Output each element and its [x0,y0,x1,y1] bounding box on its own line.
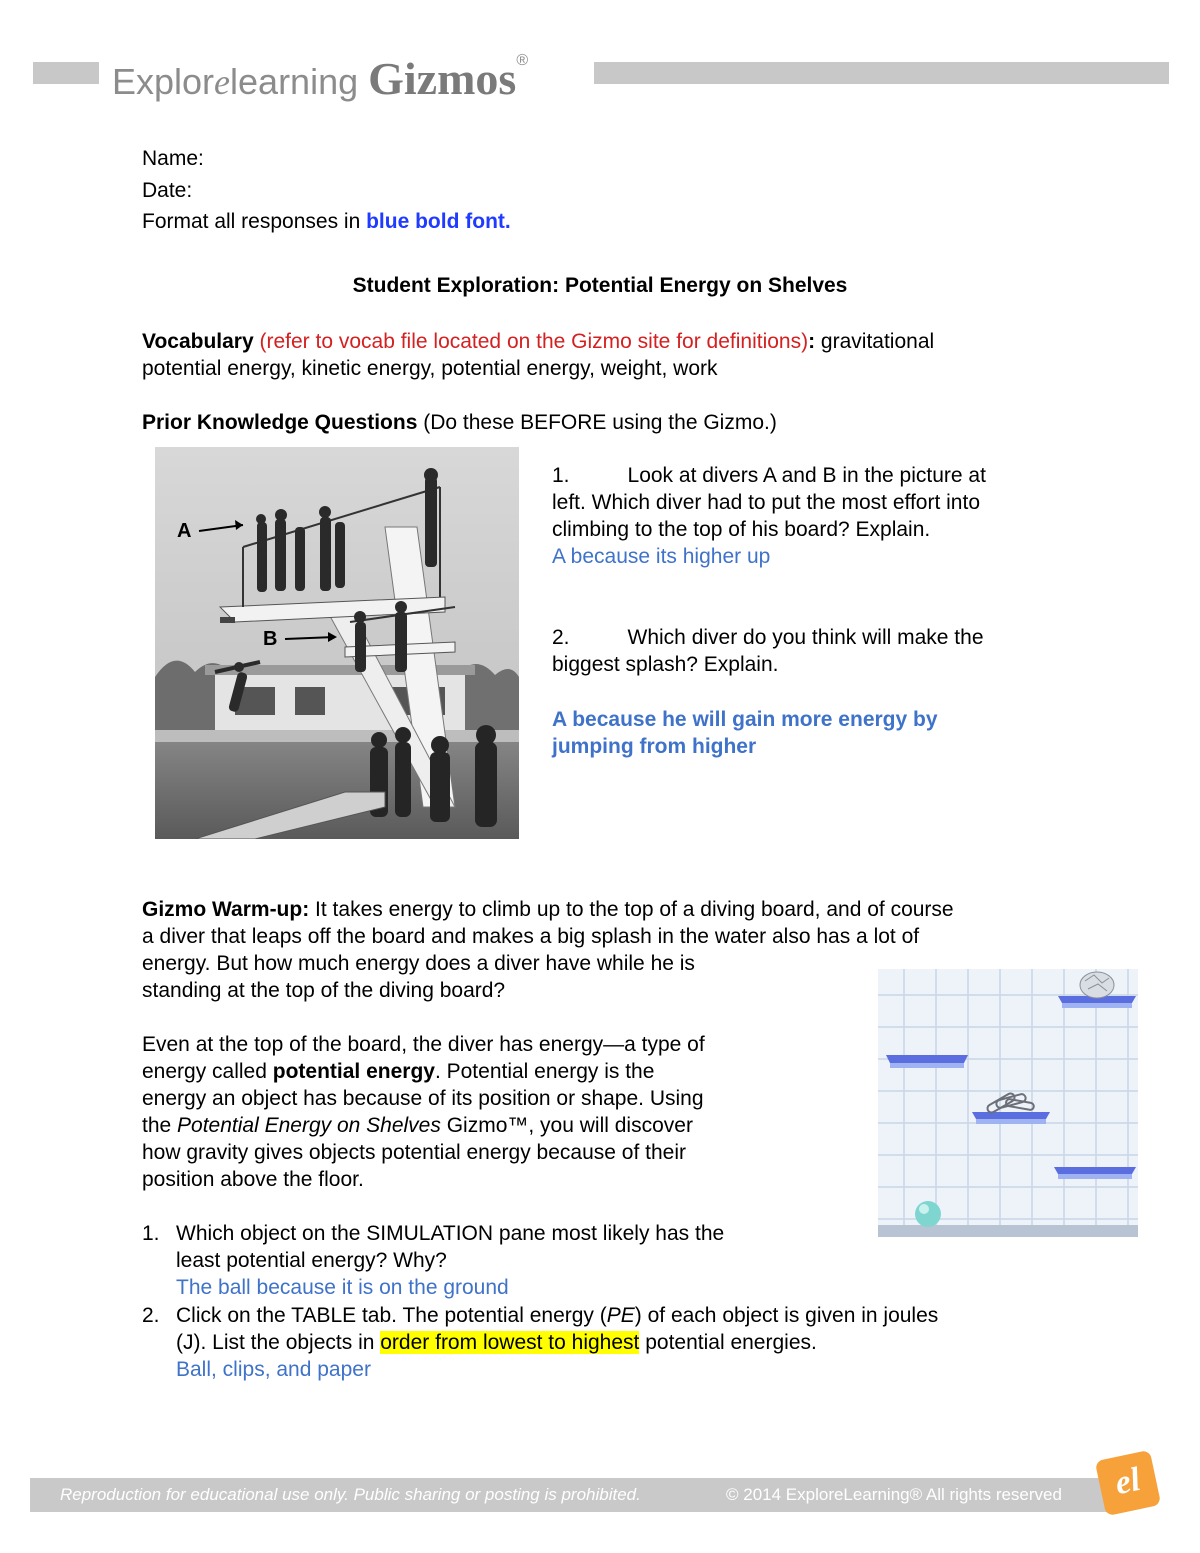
vocabulary-section: Vocabulary (refer to vocab file located on the Gizmo site for definitions): gravitational potential energy, kinetic energy, potential energy, weight, work [142,330,935,380]
diving-board-photo [155,447,519,839]
list-item-1-number: 1. [142,1222,160,1245]
crumpled-paper-icon [1080,972,1114,998]
list-item-2-number: 2. [142,1304,160,1327]
shelf-left [886,1055,968,1068]
photo-label-a: A [177,520,192,542]
simulation-pane-image [878,969,1138,1237]
explorelearning-logo-icon: el [1095,1450,1161,1516]
answer-1: A because its higher up [552,545,771,568]
header-bar-left [33,62,99,84]
page-title: Student Exploration: Potential Energy on Shelves [352,274,848,297]
answer-2: A because he will gain more energy by jumping from higher [552,708,938,758]
warmup-paragraph-1: Gizmo Warm-up: It takes energy to climb up to the top of a diving board, and of course a diver that leaps off the board and makes a big splash in the water also has a lot of energy. But how much energy does a diver have while he is standing at the top of the diving board? [142,898,954,1002]
list-item-2-answer: Ball, clips, and paper [176,1358,371,1381]
date-label: Date: [142,179,193,202]
footer-notice: Reproduction for educational use only. Public sharing or posting is prohibited. [60,1485,641,1504]
footer-copyright: © 2014 ExploreLearning® All rights reserved [726,1485,1062,1504]
brand-logo: Explorelearning Gizmos® [112,52,529,104]
header-bar-right [594,62,1169,84]
shelf-bottom-right [1054,1167,1136,1179]
question-1: 1. Look at divers A and B in the picture at left. Which diver had to put the most effort into climbing to the top of his board? Explain. A because its higher up [552,464,986,568]
footer-bar [30,1478,1110,1512]
shelf-middle [972,1112,1050,1124]
photo-label-b: B [263,628,278,650]
ball-icon [915,1201,941,1227]
question-2: 2. Which diver do you think will make the biggest splash? Explain. [552,626,984,676]
list-item-2: Click on the TABLE tab. The potential energy (PE) of each object is given in joules (J). List the objects in order from lowest to highest potential energies. Ball, clips, and paper [176,1304,939,1381]
list-item-1-answer: The ball because it is on the ground [176,1276,509,1299]
warmup-paragraph-2: Even at the top of the board, the diver has energy—a type of energy called potential energy. Potential energy is the energy an object has because of its position or shape. Using the Potential Energy on Shelves Gizmo™, you will discover how gravity gives objects potential energy because of their position above the floor. [142,1033,705,1191]
list-item-1: Which object on the SIMULATION pane most likely has the least potential energy? Why? The ball because it is on the ground [176,1222,725,1299]
format-instruction: Format all responses in blue bold font. [142,210,511,233]
name-label: Name: [142,147,204,170]
prior-knowledge-heading: Prior Knowledge Questions (Do these BEFORE using the Gizmo.) [142,411,777,434]
